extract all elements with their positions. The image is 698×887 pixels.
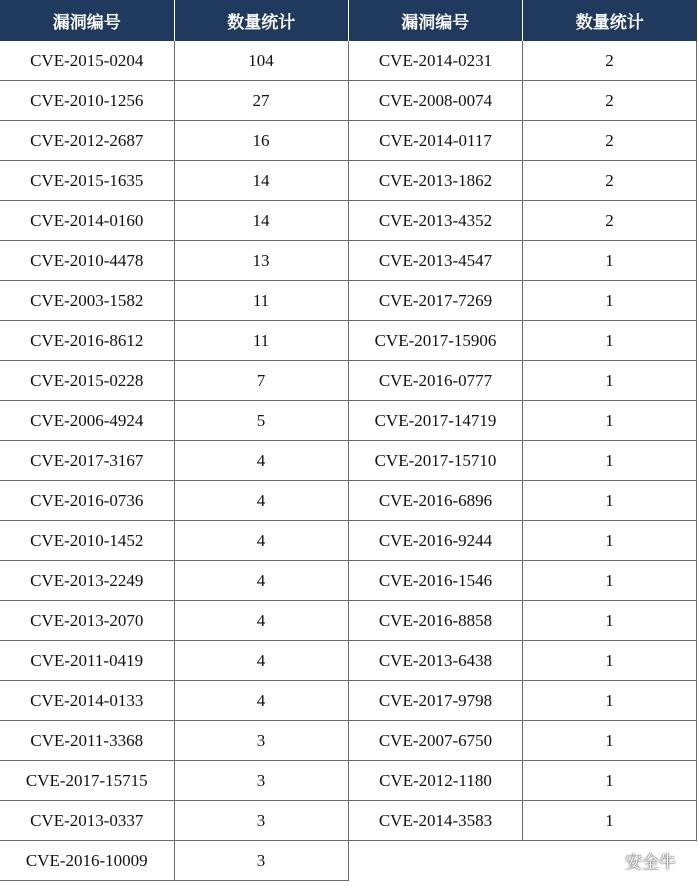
- count-cell: 2: [523, 121, 697, 161]
- vuln-id-cell: CVE-2013-6438: [349, 641, 523, 681]
- count-cell: 1: [523, 521, 697, 561]
- table-row: [0, 121, 348, 161]
- table-body-right: [349, 41, 697, 841]
- table-row: [349, 681, 697, 721]
- count-cell: 4: [174, 441, 348, 481]
- count-cell: 16: [174, 121, 348, 161]
- table-row: [0, 161, 348, 201]
- vuln-id-cell: CVE-2015-0228: [0, 361, 174, 401]
- count-cell: 4: [174, 481, 348, 521]
- table-row: [349, 81, 697, 121]
- vulnerability-table-right: [348, 0, 697, 841]
- table-row: [0, 441, 348, 481]
- table-row: [349, 201, 697, 241]
- table-row: [0, 841, 348, 881]
- count-cell: 4: [174, 601, 348, 641]
- vuln-id-cell: CVE-2017-15710: [349, 441, 523, 481]
- table-row: [0, 801, 348, 841]
- vuln-id-cell: CVE-2017-15715: [0, 761, 174, 801]
- count-cell: 4: [174, 521, 348, 561]
- table-row: [349, 161, 697, 201]
- table-row: [0, 481, 348, 521]
- vuln-id-cell: CVE-2017-9798: [349, 681, 523, 721]
- count-cell: 1: [523, 321, 697, 361]
- vuln-id-cell: CVE-2006-4924: [0, 401, 174, 441]
- vuln-id-cell: CVE-2014-0117: [349, 121, 523, 161]
- vuln-id-cell: CVE-2003-1582: [0, 281, 174, 321]
- count-cell: 104: [174, 41, 348, 81]
- vulnerability-table-left: [0, 0, 349, 881]
- count-cell: 2: [523, 81, 697, 121]
- count-cell: 4: [174, 681, 348, 721]
- count-cell: 11: [174, 281, 348, 321]
- table-row: [349, 641, 697, 681]
- vuln-id-cell: CVE-2013-4547: [349, 241, 523, 281]
- count-cell: 1: [523, 601, 697, 641]
- vuln-id-cell: CVE-2015-1635: [0, 161, 174, 201]
- vuln-id-cell: CVE-2016-8858: [349, 601, 523, 641]
- count-cell: 1: [523, 441, 697, 481]
- vuln-id-cell: CVE-2014-0160: [0, 201, 174, 241]
- vuln-id-cell: CVE-2014-0133: [0, 681, 174, 721]
- vuln-id-cell: CVE-2013-4352: [349, 201, 523, 241]
- count-cell: 3: [174, 841, 348, 881]
- count-cell: 3: [174, 801, 348, 841]
- table-row: [0, 81, 348, 121]
- table-row: [0, 721, 348, 761]
- count-cell: 5: [174, 401, 348, 441]
- vuln-id-cell: CVE-2011-0419: [0, 641, 174, 681]
- table-row: [0, 41, 348, 81]
- table-row: [349, 401, 697, 441]
- table-row: [349, 601, 697, 641]
- table-row: [0, 281, 348, 321]
- vuln-id-cell: CVE-2013-2070: [0, 601, 174, 641]
- count-cell: 11: [174, 321, 348, 361]
- count-cell: 4: [174, 641, 348, 681]
- table-row: [0, 241, 348, 281]
- vuln-id-cell: CVE-2017-3167: [0, 441, 174, 481]
- count-cell: 1: [523, 361, 697, 401]
- table-row: [349, 721, 697, 761]
- vuln-id-cell: CVE-2016-8612: [0, 321, 174, 361]
- count-cell: 2: [523, 161, 697, 201]
- table-row: [0, 201, 348, 241]
- count-cell: 1: [523, 281, 697, 321]
- table-row: [349, 361, 697, 401]
- table-body-left: [0, 41, 348, 881]
- table-header-row: [0, 0, 348, 41]
- table-row: [349, 561, 697, 601]
- count-cell: 1: [523, 401, 697, 441]
- count-cell: 2: [523, 201, 697, 241]
- table-row: [0, 561, 348, 601]
- table-row: [349, 41, 697, 81]
- count-cell: 14: [174, 201, 348, 241]
- count-cell: 1: [523, 241, 697, 281]
- table-row: [349, 801, 697, 841]
- wechat-icon: [595, 851, 619, 871]
- vuln-id-cell: CVE-2016-9244: [349, 521, 523, 561]
- vuln-id-cell: CVE-2017-15906: [349, 321, 523, 361]
- table-row: [349, 121, 697, 161]
- vuln-id-cell: CVE-2008-0074: [349, 81, 523, 121]
- count-cell: 3: [174, 721, 348, 761]
- count-cell: 1: [523, 561, 697, 601]
- table-row: [0, 521, 348, 561]
- column-header-vuln-id: 漏洞编号: [0, 0, 174, 41]
- column-header-count: 数量统计: [523, 0, 697, 41]
- count-cell: 7: [174, 361, 348, 401]
- count-cell: 1: [523, 801, 697, 841]
- vuln-id-cell: CVE-2016-0736: [0, 481, 174, 521]
- count-cell: 3: [174, 761, 348, 801]
- table-header-row: [349, 0, 697, 41]
- table-row: [0, 401, 348, 441]
- vuln-id-cell: CVE-2017-14719: [349, 401, 523, 441]
- count-cell: 1: [523, 481, 697, 521]
- vuln-id-cell: CVE-2010-1452: [0, 521, 174, 561]
- vuln-id-cell: CVE-2016-0777: [349, 361, 523, 401]
- vuln-id-cell: CVE-2014-0231: [349, 41, 523, 81]
- table-row: [349, 321, 697, 361]
- column-header-vuln-id: 漏洞编号: [349, 0, 523, 41]
- count-cell: 4: [174, 561, 348, 601]
- vuln-id-cell: CVE-2010-4478: [0, 241, 174, 281]
- vuln-id-cell: CVE-2011-3368: [0, 721, 174, 761]
- vuln-id-cell: CVE-2017-7269: [349, 281, 523, 321]
- vuln-id-cell: CVE-2013-2249: [0, 561, 174, 601]
- vuln-id-cell: CVE-2012-2687: [0, 121, 174, 161]
- count-cell: 27: [174, 81, 348, 121]
- table-row: [0, 681, 348, 721]
- column-header-count: 数量统计: [174, 0, 348, 41]
- vuln-id-cell: CVE-2012-1180: [349, 761, 523, 801]
- count-cell: 14: [174, 161, 348, 201]
- table-row: [0, 361, 348, 401]
- table-row: [0, 641, 348, 681]
- vuln-id-cell: CVE-2016-6896: [349, 481, 523, 521]
- vuln-id-cell: CVE-2016-1546: [349, 561, 523, 601]
- count-cell: 1: [523, 641, 697, 681]
- watermark-text: 安全牛: [625, 853, 676, 873]
- count-cell: 1: [523, 681, 697, 721]
- table-row: [349, 521, 697, 561]
- table-row: [349, 761, 697, 801]
- vuln-id-cell: CVE-2014-3583: [349, 801, 523, 841]
- table-row: [0, 761, 348, 801]
- vuln-id-cell: CVE-2016-10009: [0, 841, 174, 881]
- table-row: [0, 601, 348, 641]
- table-row: [349, 441, 697, 481]
- vuln-id-cell: CVE-2007-6750: [349, 721, 523, 761]
- table-row: [0, 321, 348, 361]
- table-row: [349, 241, 697, 281]
- vuln-id-cell: CVE-2010-1256: [0, 81, 174, 121]
- count-cell: 1: [523, 761, 697, 801]
- count-cell: 1: [523, 721, 697, 761]
- vuln-id-cell: CVE-2013-0337: [0, 801, 174, 841]
- vuln-id-cell: CVE-2013-1862: [349, 161, 523, 201]
- count-cell: 2: [523, 41, 697, 81]
- vuln-id-cell: CVE-2015-0204: [0, 41, 174, 81]
- count-cell: 13: [174, 241, 348, 281]
- watermark: [595, 848, 676, 873]
- table-row: [349, 481, 697, 521]
- table-row: [349, 281, 697, 321]
